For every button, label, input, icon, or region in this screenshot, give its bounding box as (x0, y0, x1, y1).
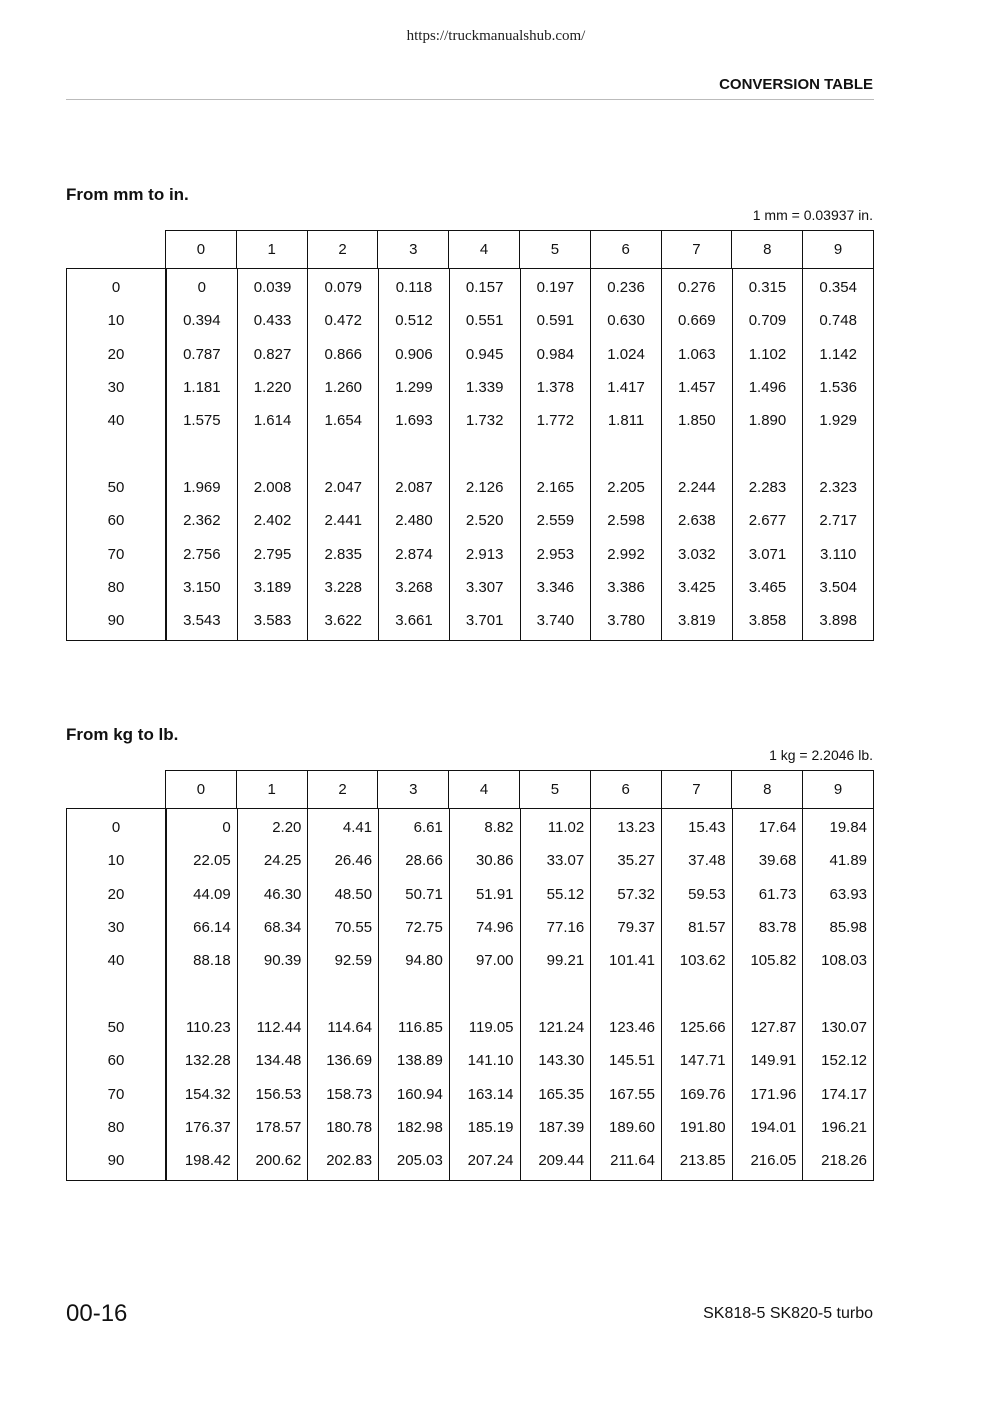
table-cell: 147.71 (679, 1052, 726, 1069)
table-cell: 0.630 (607, 312, 645, 329)
column-header: 7 (661, 231, 732, 268)
table-cell: 158.73 (326, 1086, 373, 1103)
value-column (520, 809, 591, 1180)
header-divider (66, 99, 874, 100)
table-cell: 216.05 (750, 1152, 797, 1169)
table-cell: 3.268 (395, 579, 433, 596)
table-cell: 165.35 (538, 1086, 585, 1103)
table-cell: 26.46 (334, 852, 373, 869)
row-label: 50 (107, 479, 125, 496)
table-cell: 2.835 (324, 546, 363, 563)
kg-to-lb-factor: 1 kg = 2.2046 lb. (769, 747, 873, 763)
table-cell: 1.850 (678, 412, 716, 429)
table-cell: 77.16 (546, 919, 585, 936)
table-cell: 11.02 (547, 819, 585, 836)
table-cell: 59.53 (688, 886, 726, 903)
table-cell: 61.73 (758, 886, 797, 903)
table-cell: 125.66 (679, 1019, 726, 1036)
table-cell: 2.756 (183, 546, 221, 563)
table-cell: 50.71 (405, 886, 443, 903)
row-label: 70 (107, 1086, 125, 1103)
table-cell: 3.740 (536, 612, 575, 629)
table-cell: 3.661 (395, 612, 433, 629)
table-cell: 156.53 (255, 1086, 302, 1103)
table-cell: 1.299 (395, 379, 433, 396)
table-cell: 0.787 (183, 346, 221, 363)
table-cell: 3.465 (748, 579, 787, 596)
table-cell: 35.27 (617, 852, 655, 869)
table-cell: 1.654 (324, 412, 363, 429)
table-cell: 2.323 (819, 479, 857, 496)
table-cell: 88.18 (193, 952, 231, 969)
table-cell: 141.10 (467, 1052, 514, 1069)
table-cell: 2.047 (324, 479, 363, 496)
table-cell: 2.520 (465, 512, 504, 529)
value-column (166, 809, 237, 1180)
table-cell: 0.551 (465, 312, 504, 329)
table-cell: 1.536 (819, 379, 857, 396)
table-cell: 72.75 (405, 919, 443, 936)
table-cell: 3.189 (253, 579, 292, 596)
column-header: 9 (802, 231, 873, 268)
value-column (449, 269, 520, 640)
table-cell: 99.21 (546, 952, 585, 969)
table-cell: 187.39 (538, 1119, 585, 1136)
column-header: 2 (307, 231, 378, 268)
value-column (449, 809, 520, 1180)
table-cell: 37.48 (688, 852, 726, 869)
table-cell: 4.41 (342, 819, 373, 836)
table-cell: 145.51 (609, 1052, 655, 1069)
value-column (732, 809, 803, 1180)
table-cell: 3.583 (253, 612, 292, 629)
row-label: 90 (107, 1152, 125, 1169)
column-header: 4 (448, 231, 519, 268)
table-cell: 1.693 (395, 412, 433, 429)
table-cell: 3.819 (678, 612, 716, 629)
column-header: 1 (236, 771, 307, 808)
table-cell: 1.220 (253, 379, 292, 396)
table-cell: 103.62 (679, 952, 726, 969)
column-header: 8 (731, 231, 802, 268)
table-cell: 1.457 (678, 379, 716, 396)
table-cell: 1.181 (183, 379, 221, 396)
table-cell: 138.89 (396, 1052, 443, 1069)
table-cell: 1.811 (607, 412, 645, 429)
column-header: 1 (236, 231, 307, 268)
table-cell: 0.669 (678, 312, 716, 329)
table-cell: 167.55 (609, 1086, 655, 1103)
row-label: 40 (107, 952, 125, 969)
table-cell: 66.14 (193, 919, 231, 936)
table-body (66, 268, 874, 641)
row-label: 30 (107, 919, 125, 936)
table-cell: 218.26 (821, 1152, 868, 1169)
row-label: 10 (107, 852, 125, 869)
table-cell: 194.01 (750, 1119, 797, 1136)
table-cell: 0.906 (395, 346, 433, 363)
table-cell: 79.37 (617, 919, 655, 936)
table-cell: 211.64 (610, 1152, 655, 1169)
table-cell: 207.24 (467, 1152, 514, 1169)
table-cell: 2.638 (678, 512, 716, 529)
table-cell: 176.37 (184, 1119, 231, 1136)
table-cell: 55.12 (546, 886, 585, 903)
table-cell: 0.157 (465, 279, 504, 296)
table-cell: 1.024 (607, 346, 645, 363)
table-cell: 154.32 (184, 1086, 231, 1103)
table-cell: 39.68 (758, 852, 797, 869)
table-cell: 3.150 (183, 579, 221, 596)
table-cell: 200.62 (255, 1152, 302, 1169)
table-cell: 2.20 (272, 819, 302, 836)
table-cell: 163.14 (467, 1086, 514, 1103)
table-cell: 1.142 (819, 346, 857, 363)
table-cell: 1.417 (607, 379, 645, 396)
table-cell: 112.44 (256, 1019, 302, 1036)
table-cell: 2.402 (253, 512, 292, 529)
table-cell: 0.945 (465, 346, 504, 363)
row-label: 90 (107, 612, 125, 629)
table-cell: 92.59 (334, 952, 373, 969)
table-cell: 198.42 (184, 1152, 231, 1169)
table-cell: 1.339 (465, 379, 504, 396)
table-cell: 24.25 (263, 852, 302, 869)
column-header: 7 (661, 771, 732, 808)
table-cell: 0.433 (253, 312, 292, 329)
table-cell: 1.575 (183, 412, 221, 429)
table-cell: 0.472 (324, 312, 363, 329)
row-label-column (67, 809, 166, 1180)
table-cell: 3.780 (607, 612, 645, 629)
table-cell: 46.30 (263, 886, 302, 903)
table-cell: 209.44 (538, 1152, 585, 1169)
table-cell: 0.394 (183, 312, 221, 329)
column-header: 3 (377, 231, 448, 268)
table-cell: 2.283 (748, 479, 787, 496)
table-cell: 33.07 (546, 852, 585, 869)
value-column (378, 269, 449, 640)
table-cell: 119.05 (468, 1019, 514, 1036)
table-cell: 2.244 (678, 479, 716, 496)
row-label: 10 (107, 312, 125, 329)
table-cell: 3.858 (748, 612, 787, 629)
table-cell: 51.91 (475, 886, 514, 903)
column-header: 5 (519, 231, 590, 268)
table-cell: 202.83 (326, 1152, 373, 1169)
table-cell: 17.64 (758, 819, 797, 836)
mm-to-in-title: From mm to in. (66, 185, 189, 204)
table-cell: 2.717 (819, 512, 857, 529)
table-cell: 2.795 (253, 546, 292, 563)
table-cell: 127.87 (750, 1019, 797, 1036)
table-cell: 0 (222, 819, 231, 836)
value-column (378, 809, 449, 1180)
row-label: 0 (111, 819, 121, 836)
table-cell: 22.05 (193, 852, 231, 869)
row-label: 40 (107, 412, 125, 429)
table-cell: 19.84 (829, 819, 868, 836)
table-cell: 149.91 (750, 1052, 797, 1069)
table-cell: 68.34 (263, 919, 302, 936)
table-cell: 2.165 (536, 479, 575, 496)
table-cell: 2.874 (395, 546, 433, 563)
table-cell: 85.98 (829, 919, 868, 936)
table-cell: 171.96 (750, 1086, 797, 1103)
value-column (802, 269, 873, 640)
table-cell: 0.118 (395, 279, 433, 296)
table-cell: 130.07 (821, 1019, 868, 1036)
kg-to-lb-title: From kg to lb. (66, 725, 179, 744)
table-cell: 0.827 (253, 346, 292, 363)
row-label: 50 (107, 1019, 125, 1036)
table-cell: 160.94 (396, 1086, 443, 1103)
row-label-column (67, 269, 166, 640)
table-cell: 81.57 (688, 919, 726, 936)
table-cell: 0.866 (324, 346, 363, 363)
table-cell: 3.032 (678, 546, 716, 563)
table-cell: 196.21 (821, 1119, 868, 1136)
table-cell: 1.260 (324, 379, 363, 396)
table-cell: 185.19 (467, 1119, 514, 1136)
table-cell: 8.82 (484, 819, 514, 836)
value-column (661, 269, 732, 640)
table-cell: 2.087 (395, 479, 433, 496)
table-cell: 2.913 (465, 546, 504, 563)
table-cell: 0.079 (324, 279, 363, 296)
value-column (802, 809, 873, 1180)
mm-to-in-factor: 1 mm = 0.03937 in. (752, 207, 873, 223)
table-cell: 0.039 (253, 279, 292, 296)
table-cell: 3.110 (819, 546, 857, 563)
table-cell: 134.48 (255, 1052, 302, 1069)
table-cell: 2.126 (465, 479, 504, 496)
column-header: 0 (196, 241, 206, 258)
table-cell: 116.85 (398, 1019, 443, 1036)
table-cell: 0.354 (819, 279, 857, 296)
table-cell: 3.622 (324, 612, 363, 629)
table-cell: 83.78 (758, 919, 797, 936)
table-cell: 143.30 (538, 1052, 585, 1069)
table-cell: 1.378 (536, 379, 575, 396)
table-cell: 152.12 (821, 1052, 868, 1069)
table-cell: 1.929 (819, 412, 857, 429)
table-cell: 189.60 (609, 1119, 655, 1136)
table-cell: 169.76 (679, 1086, 726, 1103)
table-cell: 3.425 (678, 579, 716, 596)
table-cell: 0.315 (748, 279, 787, 296)
column-header: 0 (196, 781, 206, 798)
table-cell: 123.46 (609, 1019, 655, 1036)
table-cell: 13.23 (617, 819, 655, 836)
value-column (166, 269, 237, 640)
table-cell: 121.24 (538, 1019, 585, 1036)
table-cell: 74.96 (475, 919, 514, 936)
column-header: 6 (590, 771, 661, 808)
column-header: 9 (802, 771, 873, 808)
table-cell: 0.512 (395, 312, 433, 329)
value-column (661, 809, 732, 1180)
value-column (307, 809, 378, 1180)
table-cell: 3.346 (536, 579, 575, 596)
table-cell: 3.543 (183, 612, 221, 629)
column-header: 4 (448, 771, 519, 808)
table-cell: 108.03 (821, 952, 868, 969)
row-label: 60 (107, 1052, 125, 1069)
table-cell: 2.480 (395, 512, 433, 529)
table-cell: 0.709 (748, 312, 787, 329)
page-header-title: CONVERSION TABLE (719, 76, 873, 93)
table-cell: 1.102 (748, 346, 787, 363)
table-cell: 0.197 (536, 279, 575, 296)
table-cell: 70.55 (334, 919, 373, 936)
table-cell: 3.386 (607, 579, 645, 596)
value-column (237, 809, 308, 1180)
table-cell: 28.66 (405, 852, 443, 869)
table-cell: 48.50 (334, 886, 373, 903)
table-cell: 0.591 (536, 312, 575, 329)
source-url: https://truckmanualshub.com/ (406, 28, 586, 44)
table-cell: 15.43 (688, 819, 726, 836)
row-label: 30 (107, 379, 125, 396)
table-cell: 1.969 (183, 479, 221, 496)
table-cell: 2.008 (253, 479, 292, 496)
table-cell: 2.205 (607, 479, 645, 496)
table-cell: 90.39 (263, 952, 302, 969)
table-cell: 3.898 (819, 612, 857, 629)
column-header: 2 (307, 771, 378, 808)
value-column (590, 269, 661, 640)
row-label: 20 (107, 886, 125, 903)
table-cell: 30.86 (475, 852, 514, 869)
table-cell: 94.80 (405, 952, 443, 969)
table-cell: 136.69 (326, 1052, 373, 1069)
table-cell: 57.32 (617, 886, 655, 903)
table-cell: 2.677 (748, 512, 787, 529)
row-label: 80 (107, 579, 125, 596)
table-cell: 178.57 (255, 1119, 302, 1136)
table-cell: 182.98 (396, 1119, 443, 1136)
table-cell: 2.953 (536, 546, 575, 563)
table-cell: 97.00 (475, 952, 514, 969)
table-cell: 105.82 (750, 952, 797, 969)
table-cell: 0.236 (607, 279, 645, 296)
table-cell: 3.071 (748, 546, 787, 563)
table-cell: 1.496 (748, 379, 787, 396)
value-column (732, 269, 803, 640)
table-cell: 101.41 (609, 952, 655, 969)
table-cell: 114.64 (327, 1019, 373, 1036)
table-cell: 1.732 (465, 412, 504, 429)
table-cell: 6.61 (413, 819, 443, 836)
table-cell: 3.701 (465, 612, 504, 629)
table-cell: 0.748 (819, 312, 857, 329)
table-cell: 180.78 (326, 1119, 373, 1136)
table-cell: 174.17 (821, 1086, 868, 1103)
table-cell: 3.307 (465, 579, 504, 596)
column-header: 8 (731, 771, 802, 808)
table-cell: 1.614 (253, 412, 292, 429)
table-cell: 3.504 (819, 579, 857, 596)
table-cell: 2.598 (607, 512, 645, 529)
table-cell: 1.890 (748, 412, 787, 429)
table-cell: 0 (197, 279, 207, 296)
row-label: 20 (107, 346, 125, 363)
table-cell: 191.80 (679, 1119, 726, 1136)
column-header: 5 (519, 771, 590, 808)
table-cell: 2.441 (324, 512, 363, 529)
table-cell: 213.85 (679, 1152, 726, 1169)
value-column (590, 809, 661, 1180)
table-cell: 0.276 (678, 279, 716, 296)
table-cell: 2.559 (536, 512, 575, 529)
table-cell: 3.228 (324, 579, 363, 596)
table-cell: 110.23 (185, 1019, 231, 1036)
row-label: 80 (107, 1119, 125, 1136)
table-cell: 1.772 (536, 412, 575, 429)
page-number: 00-16 (66, 1300, 128, 1327)
table-cell: 41.89 (829, 852, 868, 869)
table-cell: 63.93 (829, 886, 868, 903)
table-cell: 44.09 (193, 886, 231, 903)
value-column (307, 269, 378, 640)
column-header: 6 (590, 231, 661, 268)
table-cell: 2.362 (183, 512, 221, 529)
row-label: 60 (107, 512, 125, 529)
value-column (237, 269, 308, 640)
model-name: SK818-5 SK820-5 turbo (703, 1305, 873, 1322)
table-body (66, 808, 874, 1181)
value-column (520, 269, 591, 640)
column-header-row (165, 770, 874, 808)
row-label: 70 (107, 546, 125, 563)
table-cell: 132.28 (184, 1052, 231, 1069)
table-cell: 2.992 (607, 546, 645, 563)
row-label: 0 (111, 279, 121, 296)
table-cell: 1.063 (678, 346, 716, 363)
column-header: 3 (377, 771, 448, 808)
table-cell: 205.03 (396, 1152, 443, 1169)
column-header-row (165, 230, 874, 268)
table-cell: 0.984 (536, 346, 575, 363)
